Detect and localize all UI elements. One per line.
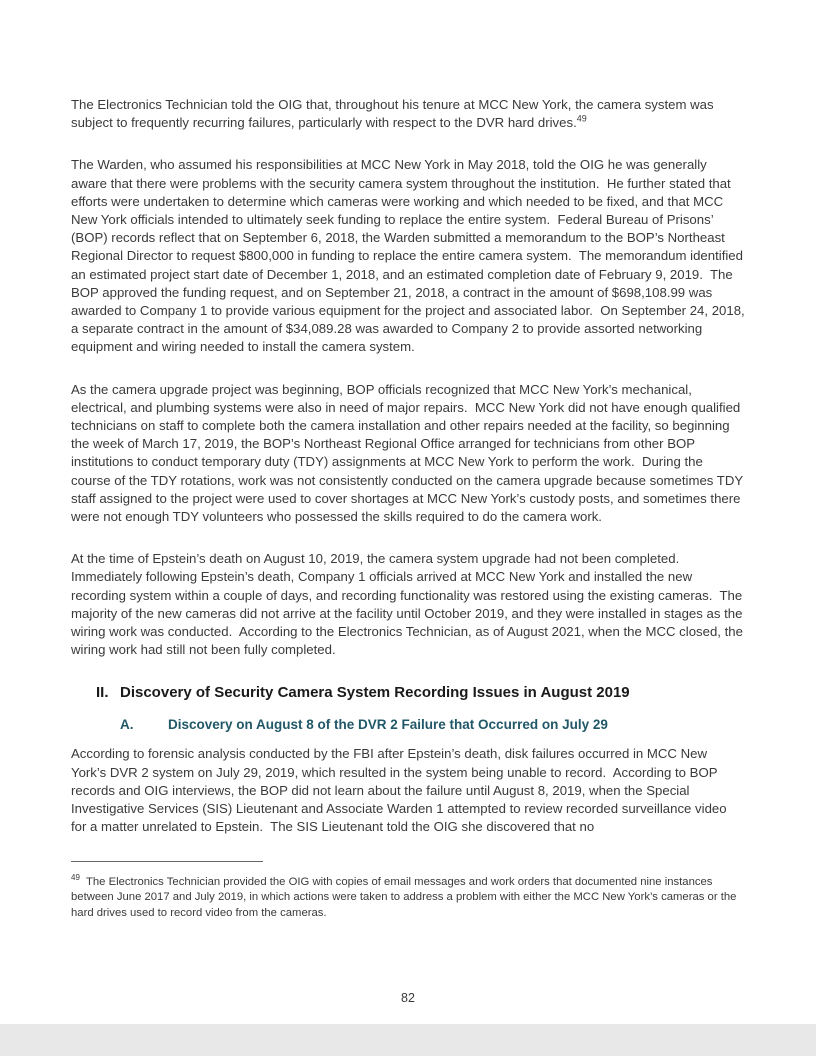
footnote-49-text: The Electronics Technician provided the OIG with copies of email messages and work orders that documented nine instances between June 2017 and July 2019, in which actions were taken to address a problem with either the MCC New York’s cameras or the hard drives used to record video from the cameras. [71, 875, 740, 919]
paragraph-4: At the time of Epstein’s death on August 10, 2019, the camera system upgrade had not been completed. Immediately following Epstein’s death, Company 1 officials arrived at MCC New York and installed the new recording system within a couple of days, and recording functionality was restored using the existing cameras. The majority of the new cameras did not arrive at the facility until October 2019, and they were installed in stages as the wiring work was conducted. According to the Electronics Technician, as of August 2021, when the MCC closed, the wiring work had still not been fully completed. [71, 551, 747, 658]
footnote-separator [71, 861, 263, 862]
subsection-heading-title: Discovery on August 8 of the DVR 2 Failure that Occurred on July 29 [168, 717, 608, 733]
footer-bar [0, 1024, 816, 1056]
page-number: 82 [401, 991, 415, 1005]
footnote-49 [71, 872, 745, 922]
paragraph-5: According to forensic analysis conducted by the FBI after Epstein’s death, disk failures occurred in MCC New York’s DVR 2 system on July 29, 2019, which resulted in the system being unable to record. According to BOP records and OIG interviews, the BOP did not learn about the failure until August 8, 2019, when the Special Investigative Services (SIS) Lieutenant and Associate Warden 1 attempted to review recorded surveillance video for a matter unrelated to Epstein. The SIS Lieutenant told the OIG she discovered that no [71, 746, 731, 835]
footnote-49-number: 49 [71, 872, 80, 882]
paragraph-1-text: The Electronics Technician told the OIG that, throughout his tenure at MCC New York, the camera system was subject to frequently recurring failures, particularly with respect to the DVR hard drives. [71, 97, 718, 131]
section-heading-title: Discovery of Security Camera System Recording Issues in August 2019 [120, 684, 630, 702]
paragraph-3: As the camera upgrade project was beginning, BOP officials recognized that MCC New York’s mechanical, electrical, and plumbing systems were also in need of major repairs. MCC New York did not have enough qualified technicians on staff to complete both the camera installation and other repairs needed at the facility, so beginning the week of March 17, 2019, the BOP’s Northeast Regional Office arranged for technicians from other BOP institutions to conduct temporary duty (TDY) assignments at MCC New York to perform the work. During the course of the TDY rotations, work was not consistently conducted on the camera upgrade because sometimes TDY staff assigned to the project were used to cover shortages at MCC New York’s custody posts, and sometimes there were not enough TDY volunteers who possessed the skills required to do the camera work. [71, 381, 747, 525]
paragraph-1 [71, 96, 745, 132]
subsection-heading [120, 716, 745, 734]
footnote-reference-49: 49 [576, 113, 587, 124]
subsection-heading-letter: A. [120, 717, 134, 733]
page-content [71, 96, 749, 921]
section-heading [96, 683, 745, 703]
section-heading-number: II. [96, 684, 109, 702]
paragraph-2: The Warden, who assumed his responsibilities at MCC New York in May 2018, told the OIG he was generally aware that there were problems with the security camera system throughout the institution. He further stated that efforts were undertaken to determine which cameras were working and which needed to be fixed, and that MCC New York officials intended to ultimately seek funding to replace the entire system. Federal Bureau of Prisons’ (BOP) records reflect that on September 6, 2018, the Warden submitted a memorandum to the BOP’s Northeast Regional Director to request $800,000 in funding to replace the entire camera system. The memorandum identified an estimated project start date of December 1, 2018, and an estimated completion date of February 9, 2019. The BOP approved the funding request, and on September 21, 2018, a contract in the amount of $698,108.99 was awarded to Company 1 to provide various equipment for the project and associated labor. On September 24, 2018, a separate contract in the amount of $34,089.28 was awarded to Company 2 to provide assorted networking equipment and wiring needed to install the camera system. [71, 157, 749, 355]
